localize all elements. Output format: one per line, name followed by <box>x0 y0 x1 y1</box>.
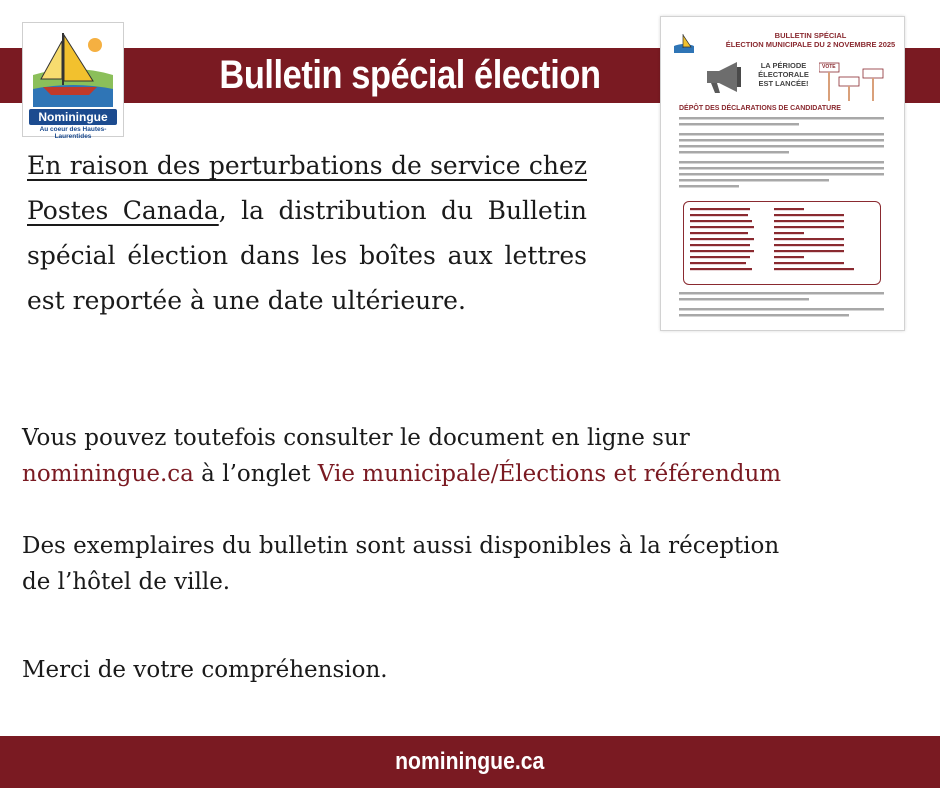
site-link[interactable]: nominingue.ca <box>22 461 194 487</box>
consult-line2 <box>22 456 922 492</box>
thumb-logo-icon <box>671 31 697 57</box>
copies-line1: Des exemplaires du bulletin sont aussi disponibles à la réception <box>22 533 780 559</box>
thumb-body-text <box>679 117 889 199</box>
footer-site-link[interactable]: nominingue.ca <box>395 748 545 775</box>
thumb-title-line2: ÉLECTION MUNICIPALE DU 2 NOVEMBRE 2025 <box>725 40 896 49</box>
copies-text <box>22 528 922 600</box>
thanks-text: Merci de votre compréhension. <box>22 657 388 683</box>
nominingue-logo <box>22 22 124 140</box>
thumb-title <box>723 31 898 49</box>
copies-line2: de l’hôtel de ville. <box>22 569 231 595</box>
thumb-vote-signs <box>819 61 889 106</box>
notice-underlined: En raison des perturbations de service chez Postes Canada <box>27 151 587 225</box>
consult-line1: Vous pouvez toutefois consulter le document en ligne sur <box>22 425 690 451</box>
thumb-sign-vote: VOTE <box>822 64 836 70</box>
thumb-banner: LA PÉRIODE ÉLECTORALE EST LANCÉE! <box>758 61 809 88</box>
page-title: Bulletin spécial élection <box>219 53 601 97</box>
elections-tab-link[interactable]: Vie municipale/Élections et référendum <box>317 461 782 487</box>
bulletin-thumbnail <box>660 16 905 331</box>
logo-tagline: Au coeur des Hautes-Laurentides <box>39 126 107 140</box>
thumb-section-title: DÉPÔT DES DÉCLARATIONS DE CANDIDATURE <box>679 105 841 112</box>
logo-name: Nominingue <box>29 109 117 125</box>
consult-middle: à l’onglet <box>193 461 318 487</box>
megaphone-icon <box>701 59 747 95</box>
thumb-schedule-box <box>683 201 881 285</box>
footer-band <box>0 736 940 788</box>
thumb-footer-text <box>679 292 889 326</box>
thumb-title-line1: BULLETIN SPÉCIAL <box>774 31 847 40</box>
notice-rest: , la distribution du Bulletin spécial élection dans les boîtes aux lettres est reportée à une date ultérieure. <box>27 196 587 315</box>
consult-text <box>22 420 922 492</box>
postal-notice <box>27 143 587 323</box>
sailboat-icon <box>23 23 123 113</box>
